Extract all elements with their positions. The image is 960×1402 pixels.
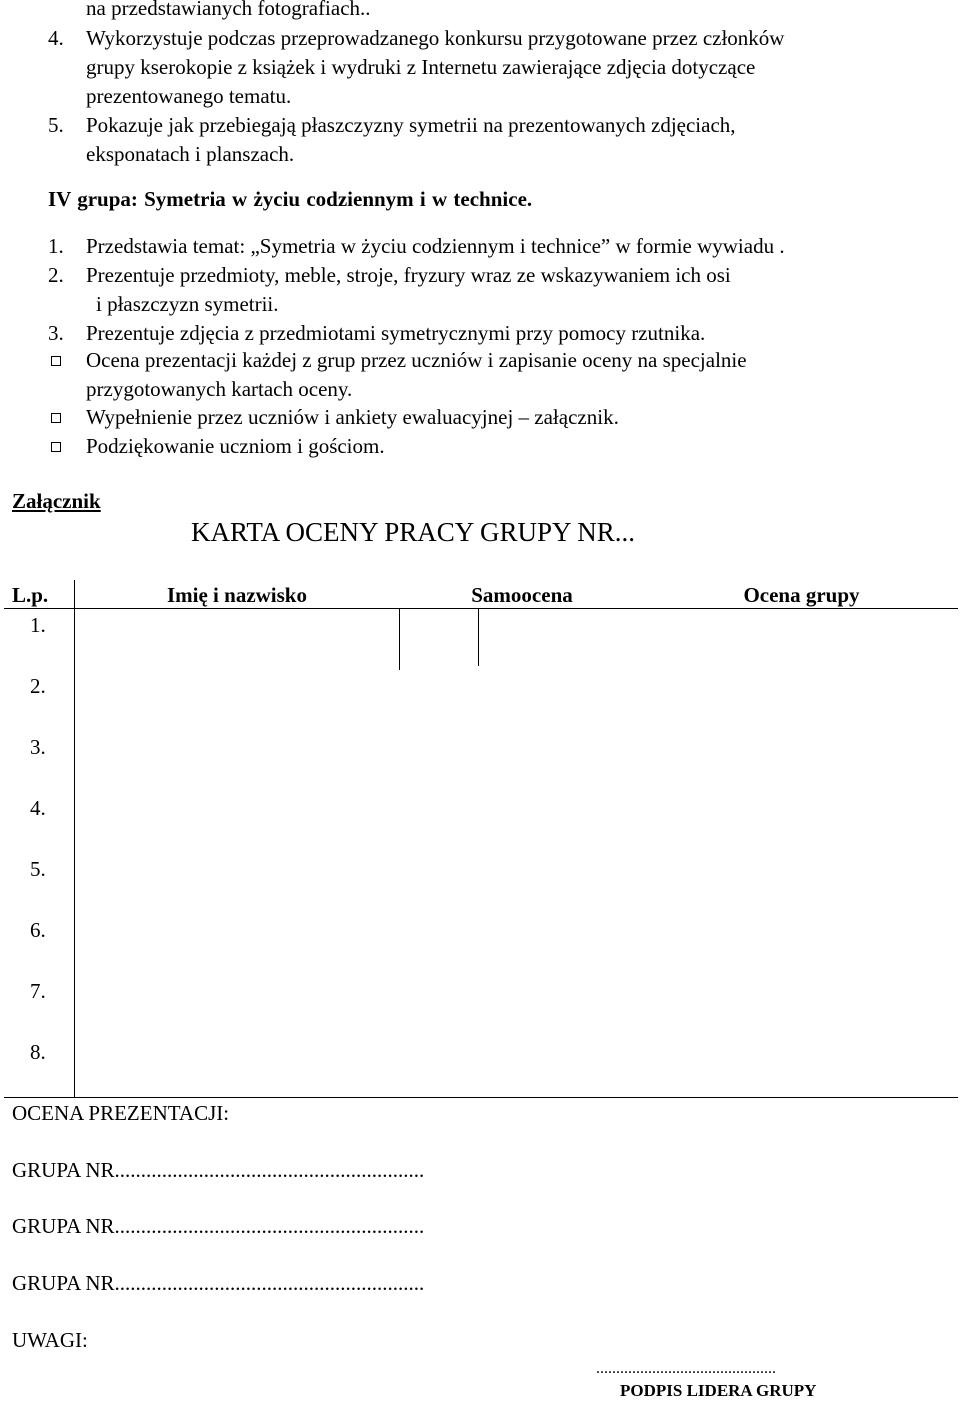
header-name: Imię i nazwisko	[166, 583, 307, 607]
group-assessment-cell[interactable]	[645, 914, 958, 975]
name-cell[interactable]	[75, 975, 400, 1036]
group-assessment-cell[interactable]	[645, 1036, 958, 1098]
signature-line: .............................................	[596, 1360, 776, 1377]
name-cell[interactable]	[75, 1036, 400, 1098]
group-4-heading: IV grupa: Symetria w życiu codziennym i w technice.	[48, 187, 533, 211]
checkbox-bullet-icon	[51, 356, 61, 366]
header-group-assessment: Ocena grupy	[743, 583, 860, 607]
intro-continuation: na przedstawianych fotografiach..	[86, 0, 371, 20]
table-row	[4, 731, 958, 792]
card-title: KARTA OCENY PRACY GRUPY NR...	[191, 517, 636, 547]
header-self-assessment: Samoocena	[471, 583, 573, 607]
table-divider	[478, 609, 479, 666]
checkbox-bullet-icon	[51, 413, 61, 423]
group-4-item-2-line-2: i płaszczyzn symetrii.	[96, 292, 279, 316]
self-assessment-cell[interactable]	[399, 670, 645, 731]
row-number: 5.	[4, 853, 75, 914]
evaluation-heading: OCENA PREZENTACJI:	[12, 1101, 230, 1125]
item-4-line-2: grupy kserokopie z książek i wydruki z Internetu zawierające zdjęcia dotyczące	[86, 55, 756, 79]
group-assessment-cell[interactable]	[645, 731, 958, 792]
group-4-item-1-text: Przedstawia temat: „Symetria w życiu codziennym i technice” w formie wywiadu .	[86, 234, 785, 258]
item-4-number: 4.	[48, 26, 64, 50]
table-row	[4, 914, 958, 975]
item-5-line-2: eksponatach i planszach.	[86, 142, 295, 166]
table-row	[4, 1036, 958, 1098]
row-number: 2.	[4, 670, 75, 731]
table-row	[4, 670, 958, 731]
group-4-item-3-text: Prezentuje zdjęcia z przedmiotami symetrycznymi przy pomocy rzutnika.	[86, 321, 706, 345]
table-header-row	[4, 580, 958, 609]
group-assessment-cell[interactable]	[645, 975, 958, 1036]
row-number: 1.	[4, 609, 75, 671]
table-row	[4, 853, 958, 914]
bullet-2-text: Wypełnienie przez uczniów i ankiety ewaluacyjnej – załącznik.	[86, 405, 619, 429]
group-assessment-cell[interactable]	[645, 853, 958, 914]
name-cell[interactable]	[75, 853, 400, 914]
table-row	[4, 975, 958, 1036]
name-cell[interactable]	[75, 609, 400, 671]
group-assessment-cell[interactable]	[645, 792, 958, 853]
group-number-line-1: GRUPA NR...........................................................	[12, 1158, 425, 1182]
row-number: 3.	[4, 731, 75, 792]
row-number: 4.	[4, 792, 75, 853]
self-assessment-cell[interactable]	[399, 1036, 645, 1098]
name-cell[interactable]	[75, 670, 400, 731]
name-cell[interactable]	[75, 914, 400, 975]
self-assessment-cell[interactable]	[399, 914, 645, 975]
grade-table	[4, 580, 958, 1098]
remarks-label: UWAGI:	[12, 1328, 88, 1352]
group-number-line-2: GRUPA NR...........................................................	[12, 1214, 425, 1238]
group-4-item-2-line-1: Prezentuje przedmioty, meble, stroje, fryzury wraz ze wskazywaniem ich osi	[86, 263, 731, 287]
item-5-number: 5.	[48, 113, 64, 137]
self-assessment-cell[interactable]	[399, 853, 645, 914]
table-row	[4, 609, 958, 671]
bullet-3-text: Podziękowanie uczniom i gościom.	[86, 434, 385, 458]
group-number-line-3: GRUPA NR...........................................................	[12, 1271, 425, 1295]
group-4-item-2-number: 2.	[48, 263, 64, 287]
item-4-line-3: prezentowanego tematu.	[86, 84, 292, 108]
group-4-item-1-number: 1.	[48, 234, 64, 258]
self-assessment-cell[interactable]	[399, 792, 645, 853]
self-assessment-cell[interactable]	[399, 609, 645, 671]
name-cell[interactable]	[75, 731, 400, 792]
row-number: 7.	[4, 975, 75, 1036]
group-assessment-cell[interactable]	[645, 670, 958, 731]
group-4-item-3-number: 3.	[48, 321, 64, 345]
bullet-1-line-1: Ocena prezentacji każdej z grup przez uczniów i zapisanie oceny na specjalnie	[86, 348, 747, 372]
group-assessment-cell[interactable]	[645, 609, 958, 671]
item-5-line-1: Pokazuje jak przebiegają płaszczyzny symetrii na prezentowanych zdjęciach,	[86, 113, 736, 137]
item-4-line-1: Wykorzystuje podczas przeprowadzanego konkursu przygotowane przez członków	[86, 26, 785, 50]
checkbox-bullet-icon	[51, 442, 61, 452]
name-cell[interactable]	[75, 792, 400, 853]
self-assessment-cell[interactable]	[399, 975, 645, 1036]
attachment-label: Załącznik	[12, 489, 101, 513]
signature-label: PODPIS LIDERA GRUPY	[620, 1381, 817, 1400]
header-lp: L.p.	[4, 580, 75, 609]
row-number: 6.	[4, 914, 75, 975]
self-assessment-cell[interactable]	[399, 731, 645, 792]
row-number: 8.	[4, 1036, 75, 1098]
table-row	[4, 792, 958, 853]
bullet-1-line-2: przygotowanych kartach oceny.	[86, 377, 353, 401]
